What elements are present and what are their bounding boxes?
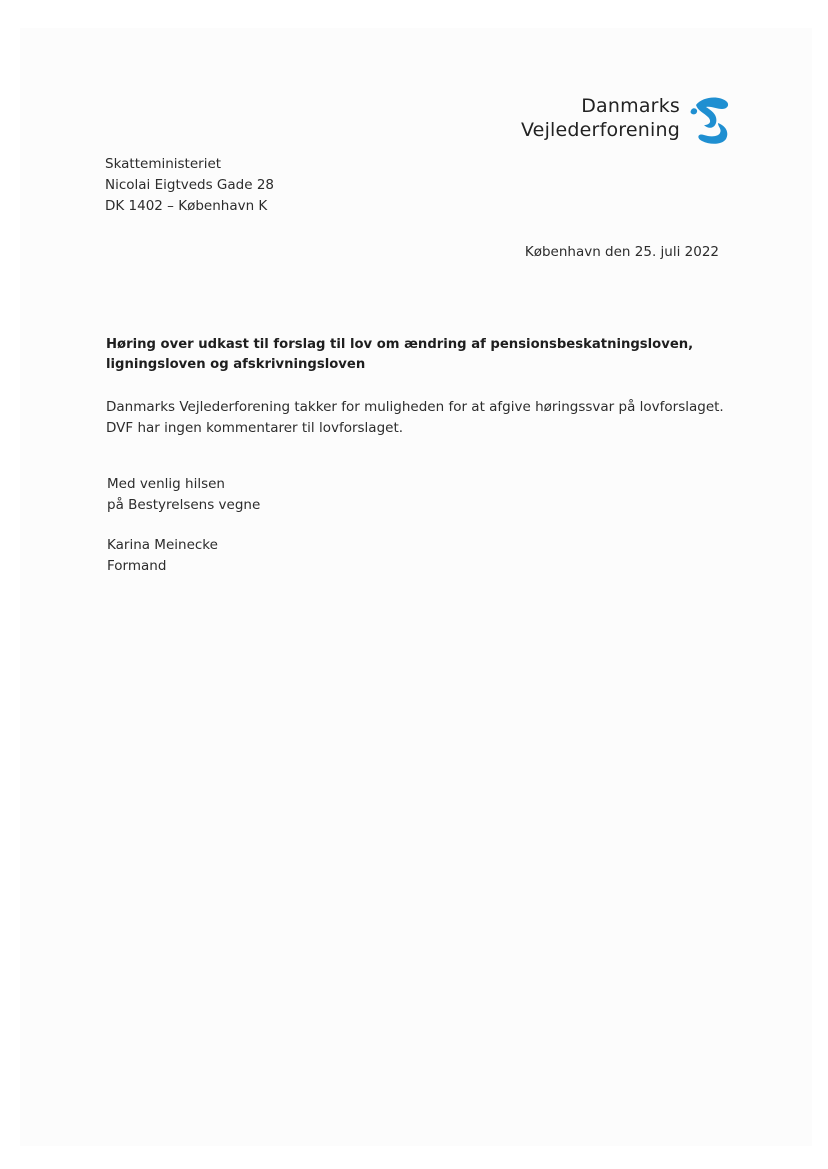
recipient-city: DK 1402 – København K bbox=[105, 198, 268, 214]
letter-date: København den 25. juli 2022 bbox=[524, 244, 719, 260]
closing-on-behalf: på Bestyrelsens vegne bbox=[107, 497, 261, 513]
letter-signature bbox=[107, 535, 218, 577]
body-line-1: Danmarks Vejlederforening takker for muligheden for at afgive høringssvar på lovforslaget. bbox=[106, 399, 724, 415]
logo-text-line2: Vejlederforening bbox=[520, 119, 680, 141]
recipient-address bbox=[105, 154, 274, 217]
letter-subject: Høring over udkast til forslag til lov om ændring af pensionsbeskatningsloven, ligningsloven og afskrivningsloven bbox=[106, 337, 694, 372]
logo-text-line1: Danmarks bbox=[581, 95, 680, 117]
recipient-street: Nicolai Eigtveds Gade 28 bbox=[105, 177, 275, 193]
closing-greeting: Med venlig hilsen bbox=[107, 476, 225, 492]
logo-mark-icon bbox=[688, 95, 732, 145]
signer-title: Formand bbox=[107, 558, 167, 574]
organization-logo bbox=[520, 95, 734, 147]
letter-closing bbox=[107, 474, 260, 516]
letter-body bbox=[106, 397, 724, 439]
body-line-2: DVF har ingen kommentarer til lovforslaget. bbox=[106, 420, 404, 436]
signer-name: Karina Meinecke bbox=[107, 537, 218, 553]
recipient-name: Skatteministeriet bbox=[105, 156, 222, 172]
